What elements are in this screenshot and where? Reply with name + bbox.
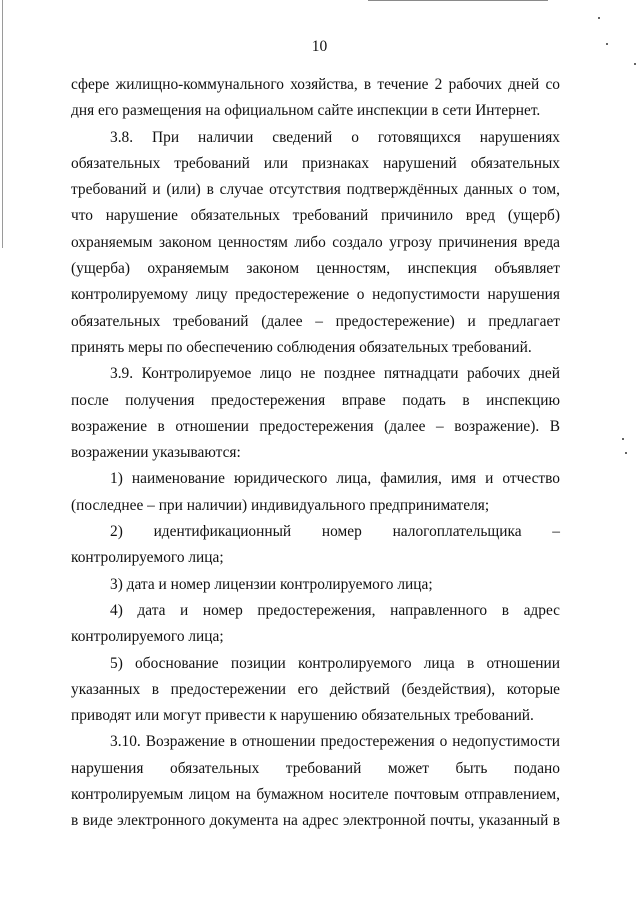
- scan-dust-mark: [625, 452, 627, 454]
- paragraph-3-8: 3.8. При наличии сведений о готовящихся нарушениях обязательных требований или признаках нарушений обязательных требований и (или) в случае отсутствия подтверждённых данных о том, что нарушение обязательных требований причинило вред (ущерб) охраняемым законом ценностям либо создало угрозу причинения вреда (ущерба) охраняемым законом ценностям, инспекция объявляет контролируемому лицу предостережение о недопустимости нарушения обязательных требований (далее – предостережение) и предлагает принять меры по обеспечению соблюдения обязательных требований.: [71, 128, 560, 356]
- paragraph-3-9: 3.9. Контролируемое лицо не позднее пятнадцати рабочих дней после получения предостережения вправе подать в инспекцию возражение в отношении предостережения (далее – возражение). В возражении указываются:: [71, 365, 560, 462]
- scan-dust-mark: [622, 438, 624, 440]
- list-item-5: 5) обоснование позиции контролируемого лица в отношении указанных в предостережении его действий (бездействия), которые приводят или могут привести к нарушению обязательных требований.: [71, 654, 560, 725]
- page-number: 10: [311, 38, 328, 55]
- list-item-2: 2) идентификационный номер налогоплательщика – контролируемого лица;: [71, 523, 560, 567]
- paragraph-3-10: 3.10. Возражение в отношении предостережения о недопустимости нарушения обязательных требований может быть подано контролируемым лицом на бумажном носителе почтовым отправлением, в виде электронного документа на адрес электронной почты, указанный в: [71, 733, 560, 830]
- document-body: [71, 72, 560, 835]
- list-item-3: 3) дата и номер лицензии контролируемого лица;: [110, 575, 433, 593]
- scan-dust-mark: [634, 63, 636, 65]
- scan-dust-mark: [598, 17, 600, 19]
- list-item-4: 4) дата и номер предостережения, направленного в адрес контролируемого лица;: [71, 601, 560, 646]
- paragraph-continuation: сфере жилищно-коммунального хозяйства, в течение 2 рабочих дней со дня его размещения на официальном сайте инспекции в сети Интернет.: [71, 76, 560, 120]
- scan-top-edge-line: [368, 0, 548, 1]
- list-item-1: 1) наименование юридического лица, фамилия, имя и отчество (последнее – при наличии) индивидуального предпринимателя;: [71, 470, 560, 514]
